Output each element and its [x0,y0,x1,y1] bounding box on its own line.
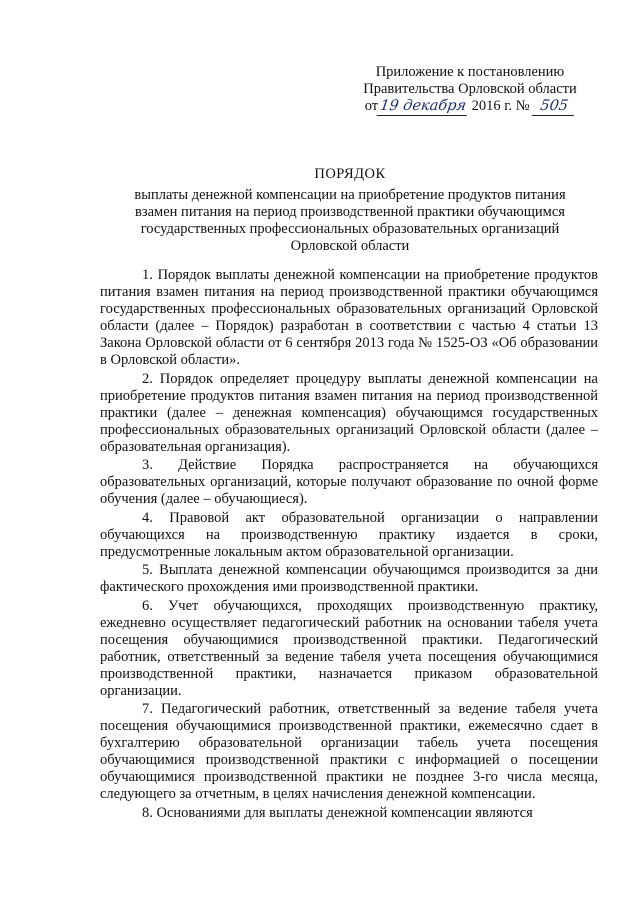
paragraph-1: 1. Порядок выплаты денежной компенсации на приобретение продуктов питания взамен питания на период производственной практики обучающимся государственных профессиональных образовательных организаций Орловской области (далее – Порядок) разработан в соответствии с частью 4 статьи 13 Закона Орловской области от 6 сентября 2013 года № 1525-ОЗ «Об образовании в Орловской области». [100,267,598,368]
header-line-2: Правительства Орловской области [363,81,577,97]
title-line-4: Орловской области [290,238,410,254]
title-line-3: государственных профессиональных образовательных организаций [140,221,560,237]
header-date-line [350,98,590,116]
header-line-1: Приложение к постановлению [375,64,565,80]
paragraph-3: 3. Действие Порядка распространяется на обучающихся образовательных организаций, которые получают образование по очной форме обучения (далее – обучающиеся). [100,457,598,507]
handwritten-date: 19 декабря [377,98,469,116]
paragraph-4: 4. Правовой акт образовательной организации о направлении обучающихся на производственную практику издается в сроки, предусмотренные локальным актом образовательной организации. [100,509,598,560]
paragraph-8: 8. Основаниями для выплаты денежной компенсации являются [142,804,533,821]
document-body [100,267,598,823]
document-title-block [100,166,600,255]
paragraph-2: 2. Порядок определяет процедуру выплаты денежной компенсации на приобретение продуктов питания взамен питания на период производственной практики (далее – денежная компенсация) обучающимся государственных профессиональных образовательных организаций Орловской области (далее – образовательная организация). [100,370,598,455]
document-heading: ПОРЯДОК [314,166,386,182]
handwritten-number: 505 [532,98,577,116]
approval-header [350,64,590,116]
title-line-2: взамен питания на период производственной практики обучающимся [135,204,565,220]
title-line-1: выплаты денежной компенсации на приобретение продуктов питания [134,187,566,203]
paragraph-5: 5. Выплата денежной компенсации обучающимся производится за дни фактического прохождения ими производственной практики. [100,562,598,595]
paragraph-7: 7. Педагогический работник, ответственный за ведение табеля учета посещения обучающимися производственной практики, ежемесячно сдает в бухгалтерию образовательной организации табель учета посещения обучающимися производственной практики с информацией о посещении обучающимися производственной практики не позднее 3-го числа месяца, следующего за отчетным, в целях начисления денежной компенсации. [100,701,598,802]
date-prefix: от [364,98,379,114]
year-text: 2016 г. № [471,98,530,114]
paragraph-6: 6. Учет обучающихся, проходящих производственную практику, ежедневно осуществляет педагогический работник на основании табеля учета посещения обучающимися производственной практики. Педагогический работник, ответственный за ведение табеля учета посещения обучающимися производственной практики, назначается приказом образовательной организации. [100,597,598,699]
